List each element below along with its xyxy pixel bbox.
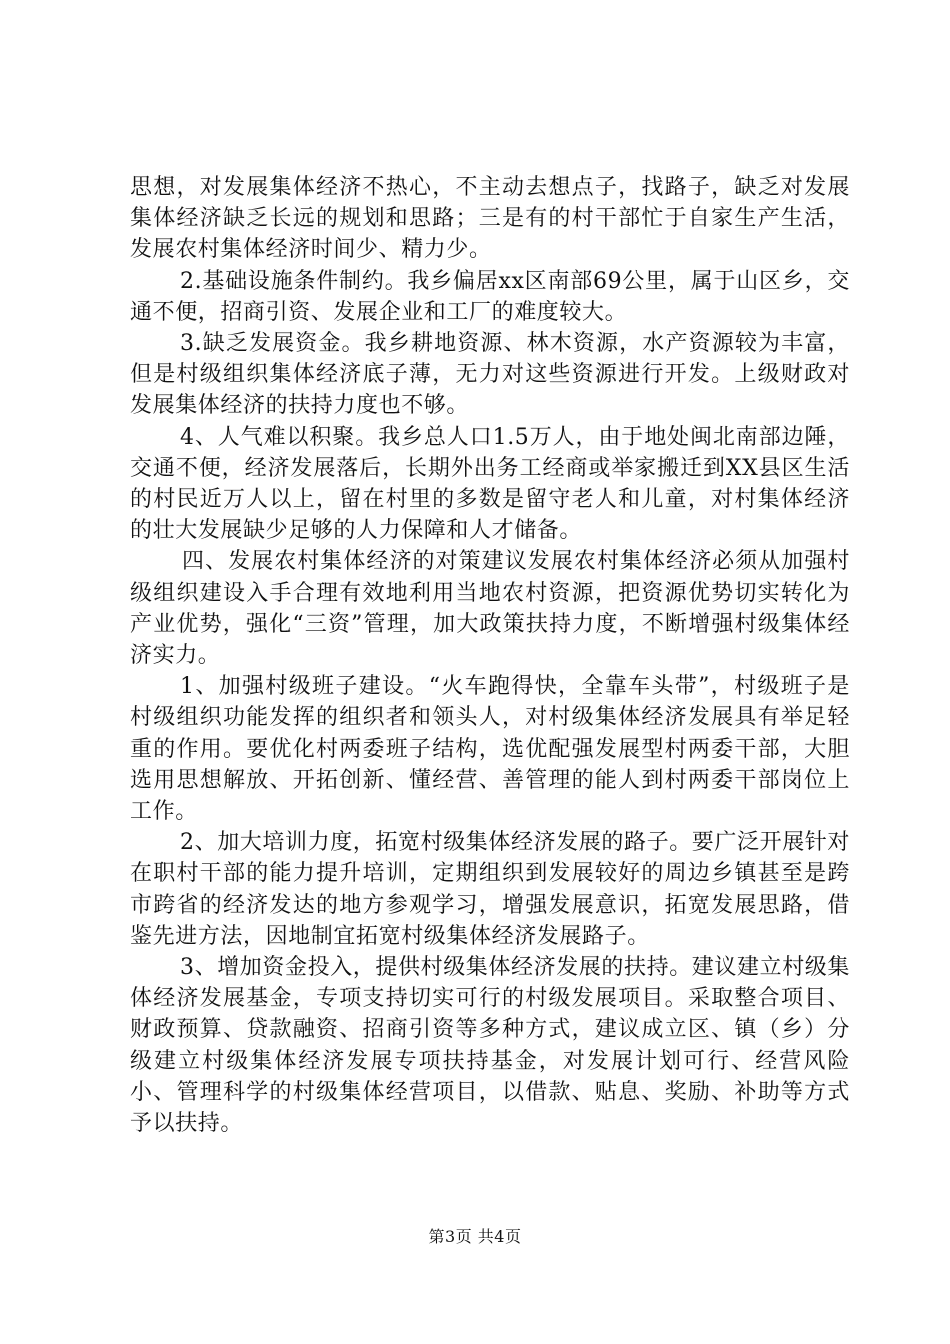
paragraph-section-four: 四、发展农村集体经济的对策建议发展农村集体经济必须从加强村级组织建设入手合理有效地利用当地农村资源，把资源优势切实转化为产业优势，强化“三资”管理，加大政策扶持力度，不断增强村级集体经济实力。 xyxy=(130,549,850,669)
paragraph-investment: 3、增加资金投入，提供村级集体经济发展的扶持。建议建立村级集体经济发展基金，专项支持切实可行的村级发展项目。采取整合项目、财政预算、贷款融资、招商引资等多种方式，建议成立区、镇（乡）分级建立村级集体经济发展专项扶持基金，对发展计划可行、经营风险小、管理科学的村级集体经营项目，以借款、贴息、奖励、补助等方式予以扶持。 xyxy=(130,955,850,1137)
paragraph-population: 4、人气难以积聚。我乡总人口1.5万人，由于地处闽北南部边陲，交通不便，经济发展落后，长期外出务工经商或举家搬迁到XX县区生活的村民近万人以上，留在村里的多数是留守老人和儿童，对村集体经济的壮大发展缺少足够的人力保障和人才储备。 xyxy=(130,424,850,544)
paragraph-leadership: 1、加强村级班子建设。“火车跑得快，全靠车头带”，村级班子是村级组织功能发挥的组织者和领头人，对村级集体经济发展具有举足轻重的作用。要优化村两委班子结构，选优配强发展型村两委干部，大胆选用思想解放、开拓创新、懂经营、善管理的能人到村两委干部岗位上工作。 xyxy=(130,674,850,825)
paragraph-funding: 3.缺乏发展资金。我乡耕地资源、林木资源，水产资源较为丰富，但是村级组织集体经济底子薄，无力对这些资源进行开发。上级财政对发展集体经济的扶持力度也不够。 xyxy=(130,331,850,419)
paragraph-infrastructure: 2.基础设施条件制约。我乡偏居xx区南部69公里，属于山区乡，交通不便，招商引资、发展企业和工厂的难度较大。 xyxy=(130,268,850,325)
page-number-footer: 第3页 共4页 xyxy=(428,1227,522,1246)
document-body xyxy=(130,172,850,1139)
paragraph-training: 2、加大培训力度，拓宽村级集体经济发展的路子。要广泛开展针对在职村干部的能力提升培训，定期组织到发展较好的周边乡镇甚至是跨市跨省的经济发达的地方参观学习，增强发展意识，拓宽发展思路，借鉴先进方法，因地制宜拓宽村级集体经济发展路子。 xyxy=(130,830,850,949)
paragraph-continued-thought: 思想，对发展集体经济不热心，不主动去想点子，找路子，缺乏对发展集体经济缺乏长远的规划和思路；三是有的村干部忙于自家生产生活，发展农村集体经济时间少、精力少。 xyxy=(130,175,850,263)
